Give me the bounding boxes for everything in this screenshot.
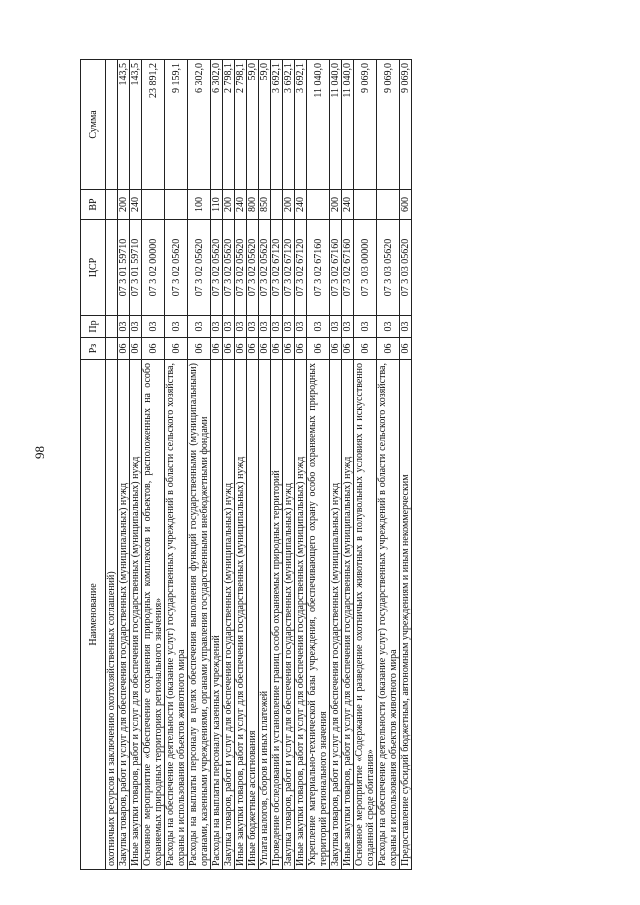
cell-rz: 06	[259, 338, 271, 360]
cell-rz: 06	[377, 338, 400, 360]
cell-sum: 11 040,0	[307, 60, 330, 190]
cell-pr: 03	[130, 316, 142, 338]
header-vr: ВР	[81, 190, 106, 220]
cell-rz: 06	[271, 338, 283, 360]
cell-vr: 850	[259, 190, 271, 220]
cell-pr: 03	[118, 316, 130, 338]
cell-sum: 143,5	[130, 60, 142, 190]
cell-sum: 59,0	[259, 60, 271, 190]
cell-csr: 07 3 02 05620	[259, 220, 271, 316]
cell-sum: 9 069,0	[377, 60, 400, 190]
cell-sum: 3 692,1	[295, 60, 307, 190]
cell-name: Расходы на обеспечение деятельности (оказание услуг) государственных учреждений в области сельского хозяйства, охраны и использования объектов животного мира	[377, 360, 400, 870]
cell-pr: 03	[342, 316, 354, 338]
table-row	[295, 60, 307, 870]
cell-vr	[354, 190, 377, 220]
table-row	[330, 60, 342, 870]
header-rz: Рз	[81, 338, 106, 360]
cell-name: Иные закупки товаров, работ и услуг для обеспечения государственных (муниципальных) нужд	[295, 360, 307, 870]
budget-table	[80, 59, 412, 870]
cell-vr: 600	[400, 190, 412, 220]
header-name: Наименование	[81, 360, 106, 870]
table-row	[400, 60, 412, 870]
cell-vr: 110	[211, 190, 223, 220]
table-row	[377, 60, 400, 870]
page-number: 98	[32, 446, 47, 459]
cell-rz: 06	[307, 338, 330, 360]
cell-csr: 07 3 03 00000	[354, 220, 377, 316]
header-sum: Сумма	[81, 60, 106, 190]
cell-name: Укрепление материально-технической базы учреждения, обеспечивающего охрану особо охраняемых природных территорий регионального значения	[307, 360, 330, 870]
cell-name: Закупка товаров, работ и услуг для обеспечения государственных (муниципальных) нужд	[118, 360, 130, 870]
cell-sum: 143,5	[118, 60, 130, 190]
cell-sum: 6 302,0	[211, 60, 223, 190]
cell-vr	[307, 190, 330, 220]
cell-vr: 200	[283, 190, 295, 220]
cell-csr: 07 3 02 00000	[142, 220, 165, 316]
cell-csr: 07 3 02 05620	[188, 220, 211, 316]
table-row	[130, 60, 142, 870]
cell-vr	[142, 190, 165, 220]
cell-name: Иные закупки товаров, работ и услуг для обеспечения государственных (муниципальных) нужд	[235, 360, 247, 870]
cell-pr: 03	[247, 316, 259, 338]
table-row	[271, 60, 283, 870]
cell-rz: 06	[118, 338, 130, 360]
cell-sum: 2 798,1	[223, 60, 235, 190]
cell-name: Предоставление субсидий бюджетным, автономным учреждениям и иным некоммерческим	[400, 360, 412, 870]
cell-sum: 11 040,0	[330, 60, 342, 190]
cell-csr: 07 3 02 05620	[211, 220, 223, 316]
table-row	[342, 60, 354, 870]
cell-sum: 9 069,0	[354, 60, 377, 190]
cell-name: Закупка товаров, работ и услуг для обеспечения государственных (муниципальных) нужд	[283, 360, 295, 870]
table-row	[235, 60, 247, 870]
cell-rz: 06	[223, 338, 235, 360]
cell-sum: 9 069,0	[400, 60, 412, 190]
cell-pr: 03	[211, 316, 223, 338]
cell-sum: 59,0	[247, 60, 259, 190]
cell-pr: 03	[259, 316, 271, 338]
cell-csr	[106, 220, 118, 316]
cell-pr: 03	[142, 316, 165, 338]
cell-name: Иные бюджетные ассигнования	[247, 360, 259, 870]
cell-sum: 3 692,1	[271, 60, 283, 190]
cell-pr: 03	[330, 316, 342, 338]
header-csr: ЦСР	[81, 220, 106, 316]
cell-csr: 07 3 02 67160	[307, 220, 330, 316]
cell-pr: 03	[235, 316, 247, 338]
cell-pr	[106, 316, 118, 338]
cell-rz: 06	[142, 338, 165, 360]
table-row	[354, 60, 377, 870]
cell-sum: 11 040,0	[342, 60, 354, 190]
cell-rz: 06	[165, 338, 188, 360]
cell-pr: 03	[271, 316, 283, 338]
table-row	[283, 60, 295, 870]
cell-csr: 07 3 02 67120	[295, 220, 307, 316]
cell-csr: 07 3 02 05620	[247, 220, 259, 316]
cell-pr: 03	[307, 316, 330, 338]
cell-vr: 100	[188, 190, 211, 220]
cell-vr: 240	[235, 190, 247, 220]
cell-name: Проведение обследований и установление границ особо охраняемых природных территорий	[271, 360, 283, 870]
cell-csr: 07 3 02 67120	[283, 220, 295, 316]
cell-vr: 240	[130, 190, 142, 220]
cell-rz: 06	[188, 338, 211, 360]
cell-vr: 200	[223, 190, 235, 220]
cell-sum: 6 302,0	[188, 60, 211, 190]
cell-sum: 9 159,1	[165, 60, 188, 190]
cell-sum: 23 891,2	[142, 60, 165, 190]
cell-vr	[271, 190, 283, 220]
cell-pr: 03	[283, 316, 295, 338]
cell-vr	[377, 190, 400, 220]
cell-rz: 06	[342, 338, 354, 360]
cell-csr: 07 3 02 05620	[165, 220, 188, 316]
cell-rz: 06	[330, 338, 342, 360]
cell-vr: 800	[247, 190, 259, 220]
cell-csr: 07 3 02 67120	[271, 220, 283, 316]
cell-pr: 03	[400, 316, 412, 338]
cell-vr: 240	[295, 190, 307, 220]
cell-sum: 3 692,1	[283, 60, 295, 190]
cell-rz: 06	[283, 338, 295, 360]
cell-name: охотничьих ресурсов и заключению охотхозяйственных соглашений)	[106, 360, 118, 870]
cell-csr: 07 3 02 05620	[223, 220, 235, 316]
cell-csr: 07 3 02 05620	[235, 220, 247, 316]
cell-pr: 03	[223, 316, 235, 338]
table-row	[247, 60, 259, 870]
table-row	[211, 60, 223, 870]
cell-sum	[106, 60, 118, 190]
cell-name: Закупка товаров, работ и услуг для обеспечения государственных (муниципальных) нужд	[330, 360, 342, 870]
cell-vr: 200	[118, 190, 130, 220]
cell-csr: 07 3 01 59710	[130, 220, 142, 316]
table-row	[142, 60, 165, 870]
cell-pr: 03	[165, 316, 188, 338]
cell-rz: 06	[130, 338, 142, 360]
cell-rz: 06	[247, 338, 259, 360]
cell-name: Иные закупки товаров, работ и услуг для обеспечения государственных (муниципальных) нужд	[342, 360, 354, 870]
table-row	[118, 60, 130, 870]
cell-vr: 240	[342, 190, 354, 220]
rotated-page-content	[80, 60, 570, 870]
cell-csr: 07 3 03 05620	[377, 220, 400, 316]
cell-sum: 2 798,1	[235, 60, 247, 190]
cell-csr: 07 3 03 05620	[400, 220, 412, 316]
cell-name: Основное мероприятие «Обеспечение сохранения природных комплексов и объектов, расположенных на особо охраняемых природных территориях регионального значения»	[142, 360, 165, 870]
cell-rz: 06	[235, 338, 247, 360]
cell-name: Иные закупки товаров, работ и услуг для обеспечения государственных (муниципальных) нужд	[130, 360, 142, 870]
cell-pr: 03	[188, 316, 211, 338]
cell-csr: 07 3 02 67160	[330, 220, 342, 316]
cell-pr: 03	[354, 316, 377, 338]
cell-rz: 06	[400, 338, 412, 360]
cell-csr: 07 3 02 67160	[342, 220, 354, 316]
cell-rz: 06	[295, 338, 307, 360]
cell-vr: 200	[330, 190, 342, 220]
cell-rz	[106, 338, 118, 360]
cell-vr	[165, 190, 188, 220]
table-row	[223, 60, 235, 870]
cell-name: Расходы на выплаты персоналу казенных учреждений	[211, 360, 223, 870]
cell-pr: 03	[377, 316, 400, 338]
cell-name: Уплата налогов, сборов и иных платежей	[259, 360, 271, 870]
cell-rz: 06	[354, 338, 377, 360]
cell-name: Основное мероприятие «Содержание и разведение охотничьих животных в полувольных условиях и искусственно созданной среде обитания»	[354, 360, 377, 870]
header-pr: Пр	[81, 316, 106, 338]
table-body	[106, 60, 412, 870]
table-row	[259, 60, 271, 870]
cell-pr: 03	[295, 316, 307, 338]
cell-name: Закупка товаров, работ и услуг для обеспечения государственных (муниципальных) нужд	[223, 360, 235, 870]
cell-rz: 06	[211, 338, 223, 360]
cell-name: Расходы на обеспечение деятельности (оказание услуг) государственных учреждений в области сельского хозяйства, охраны и использования объектов животного мира	[165, 360, 188, 870]
table-row	[307, 60, 330, 870]
cell-name: Расходы на выплаты персоналу в целях обеспечения выполнения функций государственными (муниципальными) органами, казенными учреждениями, органами управления государственными внебюджетными фондами	[188, 360, 211, 870]
cell-vr	[106, 190, 118, 220]
cell-csr: 07 3 01 59710	[118, 220, 130, 316]
table-row	[165, 60, 188, 870]
table-row	[188, 60, 211, 870]
table-row	[106, 60, 118, 870]
table-header-row	[81, 60, 106, 870]
